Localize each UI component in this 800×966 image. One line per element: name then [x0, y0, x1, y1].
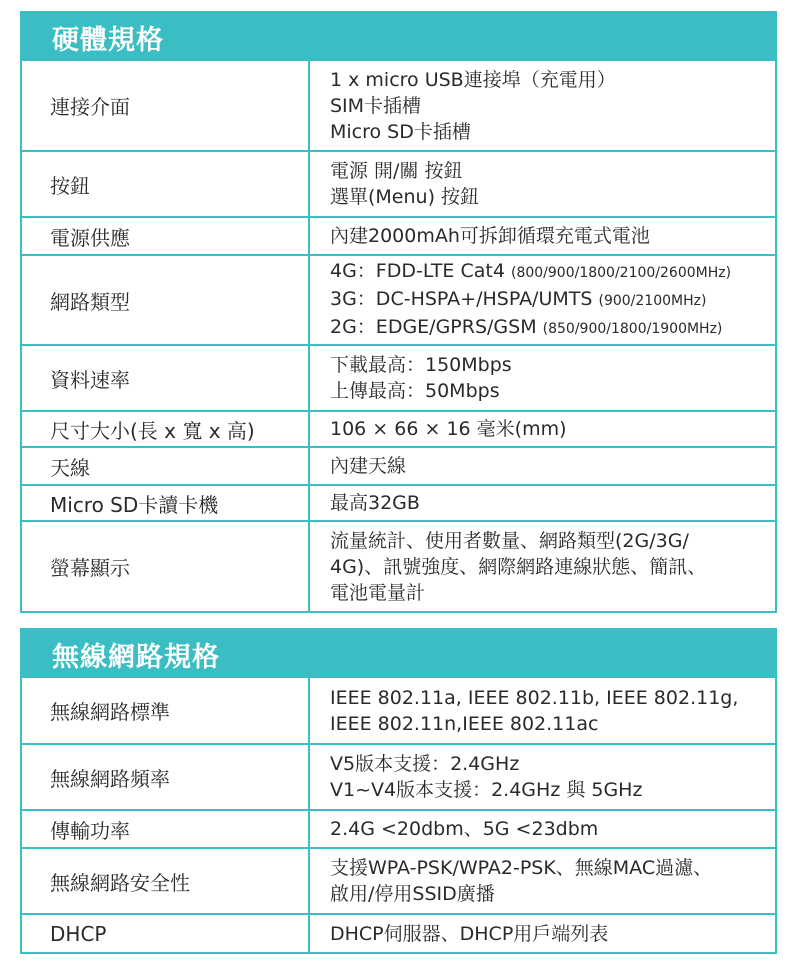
spec-value-line [330, 685, 767, 711]
spec-value-frequencies: (900/2100MHz) [598, 293, 707, 309]
spec-value-text: V5版本支援：2.4GHz [330, 753, 520, 775]
spec-label: 傳輸功率 [22, 810, 309, 848]
spec-row [22, 810, 775, 848]
spec-value-line [330, 490, 767, 516]
spec-value-line [330, 453, 767, 479]
spec-value-text: 1 x micro USB連接埠（充電用） [330, 68, 616, 91]
spec-value-line [330, 751, 767, 777]
spec-value-line [330, 378, 767, 404]
spec-value [309, 345, 775, 411]
spec-value-frequencies: (800/900/1800/2100/2600MHz) [510, 265, 732, 281]
spec-value-line [330, 416, 767, 442]
spec-value-text: 2.4G <20dbm、5G <23dbm [330, 818, 599, 840]
spec-value-line [330, 184, 767, 210]
spec-row [22, 485, 775, 521]
spec-label: 無線網路標準 [22, 678, 309, 744]
spec-label: 電源供應 [22, 217, 309, 255]
wireless-spec-title: 無線網路規格 [52, 641, 220, 673]
spec-value-line [330, 554, 767, 580]
spec-value-line [330, 528, 767, 554]
spec-value [309, 678, 775, 744]
spec-value [309, 217, 775, 255]
spec-row [22, 678, 775, 744]
spec-row [22, 848, 775, 914]
spec-value-text: 3G：DC-HSPA+/HSPA/UMTS [330, 288, 593, 310]
spec-value-text: Micro SD卡插槽 [330, 120, 471, 143]
spec-value-text: SIM卡插槽 [330, 94, 422, 117]
spec-value-line [330, 67, 767, 93]
spec-value [309, 810, 775, 848]
spec-value-text: 支援WPA-PSK/WPA2-PSK、無線MAC過濾、 [330, 857, 713, 879]
spec-value-text: 內建2000mAh可拆卸循環充電式電池 [330, 225, 650, 247]
spec-value-text: 下載最高：150Mbps [330, 354, 512, 376]
spec-value-line [330, 286, 767, 314]
spec-row [22, 411, 775, 447]
spec-value-line [330, 352, 767, 378]
spec-value [309, 744, 775, 810]
spec-value-line [330, 93, 767, 119]
spec-value-text: 2G：EDGE/GPRS/GSM [330, 316, 537, 338]
spec-label: 無線網路安全性 [22, 848, 309, 914]
spec-value-text: IEEE 802.11a, IEEE 802.11b, IEEE 802.11g, [330, 686, 739, 709]
spec-value-text: 流量統計、使用者數量、網路類型(2G/3G/ [330, 529, 689, 552]
spec-row [22, 61, 775, 151]
spec-label: 資料速率 [22, 345, 309, 411]
spec-value-text: DHCP伺服器、DHCP用戶端列表 [330, 922, 609, 945]
spec-value [309, 521, 775, 611]
spec-value-line [330, 258, 767, 286]
spec-row [22, 521, 775, 611]
spec-value [309, 447, 775, 485]
spec-value-text: 內建天線 [330, 455, 407, 477]
spec-label: 天線 [22, 447, 309, 485]
spec-row [22, 447, 775, 485]
spec-value-line [330, 223, 767, 249]
hardware-spec-section [20, 11, 777, 613]
spec-label: DHCP [22, 914, 309, 952]
spec-value-line [330, 158, 767, 184]
wireless-spec-table [22, 678, 775, 952]
spec-row [22, 345, 775, 411]
spec-value [309, 411, 775, 447]
spec-label: 連接介面 [22, 61, 309, 151]
spec-value-text: 選單(Menu) 按鈕 [330, 186, 480, 208]
spec-value-line [330, 816, 767, 842]
spec-value [309, 848, 775, 914]
spec-value [309, 151, 775, 217]
spec-value-text: 4G：FDD-LTE Cat4 [330, 260, 505, 282]
spec-value-frequencies: (850/900/1800/1900MHz) [542, 321, 723, 337]
spec-row [22, 217, 775, 255]
spec-label: 尺寸大小(長 x 寬 x 高) [22, 411, 309, 447]
spec-label: 螢幕顯示 [22, 521, 309, 611]
spec-row [22, 914, 775, 952]
spec-value-line [330, 314, 767, 342]
spec-value-text: 上傳最高：50Mbps [330, 380, 500, 402]
spec-row [22, 744, 775, 810]
spec-value-text: 電池電量計 [330, 581, 426, 604]
spec-value-text: 啟用/停用SSID廣播 [330, 883, 495, 905]
spec-label: Micro SD卡讀卡機 [22, 485, 309, 521]
spec-value-text: 106 × 66 × 16 毫米(mm) [330, 418, 567, 440]
spec-value-line [330, 881, 767, 907]
spec-value-line [330, 921, 767, 947]
hardware-spec-table [22, 61, 775, 611]
spec-value-line [330, 777, 767, 803]
spec-value [309, 61, 775, 151]
spec-value-text: 電源 開/關 按鈕 [330, 160, 463, 182]
spec-label: 按鈕 [22, 151, 309, 217]
spec-label: 網路類型 [22, 255, 309, 345]
wireless-spec-section [20, 628, 777, 954]
spec-value-line [330, 119, 767, 145]
spec-row [22, 151, 775, 217]
spec-value-line [330, 855, 767, 881]
spec-value [309, 255, 775, 345]
spec-value-text: V1~V4版本支援：2.4GHz 與 5GHz [330, 779, 643, 801]
spec-value [309, 914, 775, 952]
hardware-spec-header [22, 13, 775, 61]
hardware-spec-title: 硬體規格 [52, 24, 164, 56]
spec-value-text: 4G)、訊號強度、網際網路連線狀態、簡訊、 [330, 555, 707, 578]
spec-label: 無線網路頻率 [22, 744, 309, 810]
spec-value-text: 最高32GB [330, 492, 420, 514]
spec-value [309, 485, 775, 521]
spec-row [22, 255, 775, 345]
spec-value-line [330, 711, 767, 737]
wireless-spec-header [22, 630, 775, 678]
spec-value-line [330, 580, 767, 606]
spec-value-text: IEEE 802.11n,IEEE 802.11ac [330, 712, 599, 735]
